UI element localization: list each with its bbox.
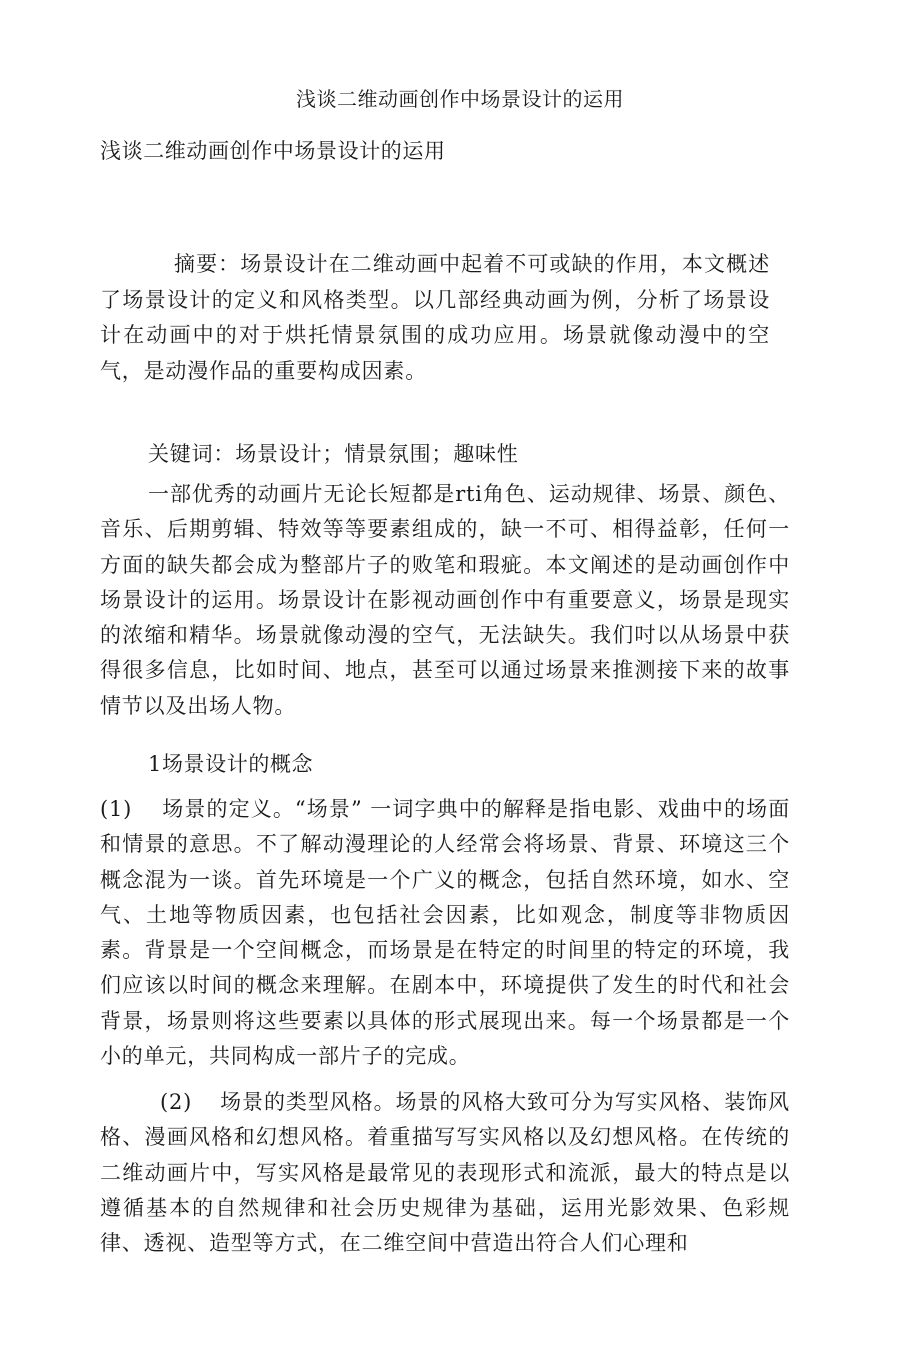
abstract-paragraph: 摘要：场景设计在二维动画中起着不可或缺的作用，本文概述了场景设计的定义和风格类型。以几部经典动画为例，分析了场景设计在动画中的对于烘托情景氛围的成功应用。场景就像动漫中的空气，是动漫作品的重要构成因素。 bbox=[100, 252, 770, 383]
page-header-title: 浅谈二维动画创作中场景设计的运用 bbox=[296, 87, 624, 111]
intro-paragraph: 一部优秀的动画片无论长短都是rti角色、运动规律、场景、颜色、音乐、后期剪辑、特效等等要素组成的，缺一不可、相得益彰，任何一方面的缺失都会成为整部片子的败笔和瑕疵。本文阐述的是动画创作中场景设计的运用。场景设计在影视动画创作中有重要意义，场景是现实的浓缩和精华。场景就像动漫的空气，无法缺失。我们吋以从场景中获得很多信息，比如时间、地点，甚至可以通过场景来推测接下来的故事情节以及出场人物。 bbox=[100, 482, 790, 718]
keywords-line: 关键词：场景设计；情景氛围；趣味性 bbox=[148, 442, 519, 466]
style-number: (2) bbox=[160, 1090, 193, 1114]
definition-number: (1) bbox=[100, 797, 133, 821]
style-text: 场景的类型风格。场景的风格大致可分为写实风格、装饰风格、漫画风格和幻想风格。着重描写写实风格以及幻想风格。在传统的二维动画片中，写实风格是最常见的表现形式和流派，最大的特点是以遵循基本的自然规律和社会历史规律为基础，运用光影效果、色彩规律、透视、造型等方式，在二维空间中营造出符合人们心理和 bbox=[100, 1090, 790, 1256]
style-paragraph bbox=[100, 1085, 790, 1261]
definition-text: 场景的定义。“场景” 一词字典中的解释是指电影、戏曲中的场面和情景的意思。不了解动漫理论的人经常会将场景、背景、环境这三个概念混为一谈。首先环境是一个广义的概念，包括自然环境，如水、空气、土地等物质因素，也包括社会因素，比如观念，制度等非物质因素。背景是一个空间概念，而场景是在特定的时间里的特定的环境，我们应该以时间的概念来理解。在剧本中，环境提供了发生的时代和社会背景，场景则将这些要素以具体的形式展现出来。每一个场景都是一个小的单元，共同构成一部片子的完成。 bbox=[100, 797, 790, 1069]
definition-paragraph bbox=[100, 792, 790, 1074]
section-heading: 1场景设计的概念 bbox=[148, 752, 314, 776]
document-title: 浅谈二维动画创作中场景设计的运用 bbox=[100, 139, 446, 163]
